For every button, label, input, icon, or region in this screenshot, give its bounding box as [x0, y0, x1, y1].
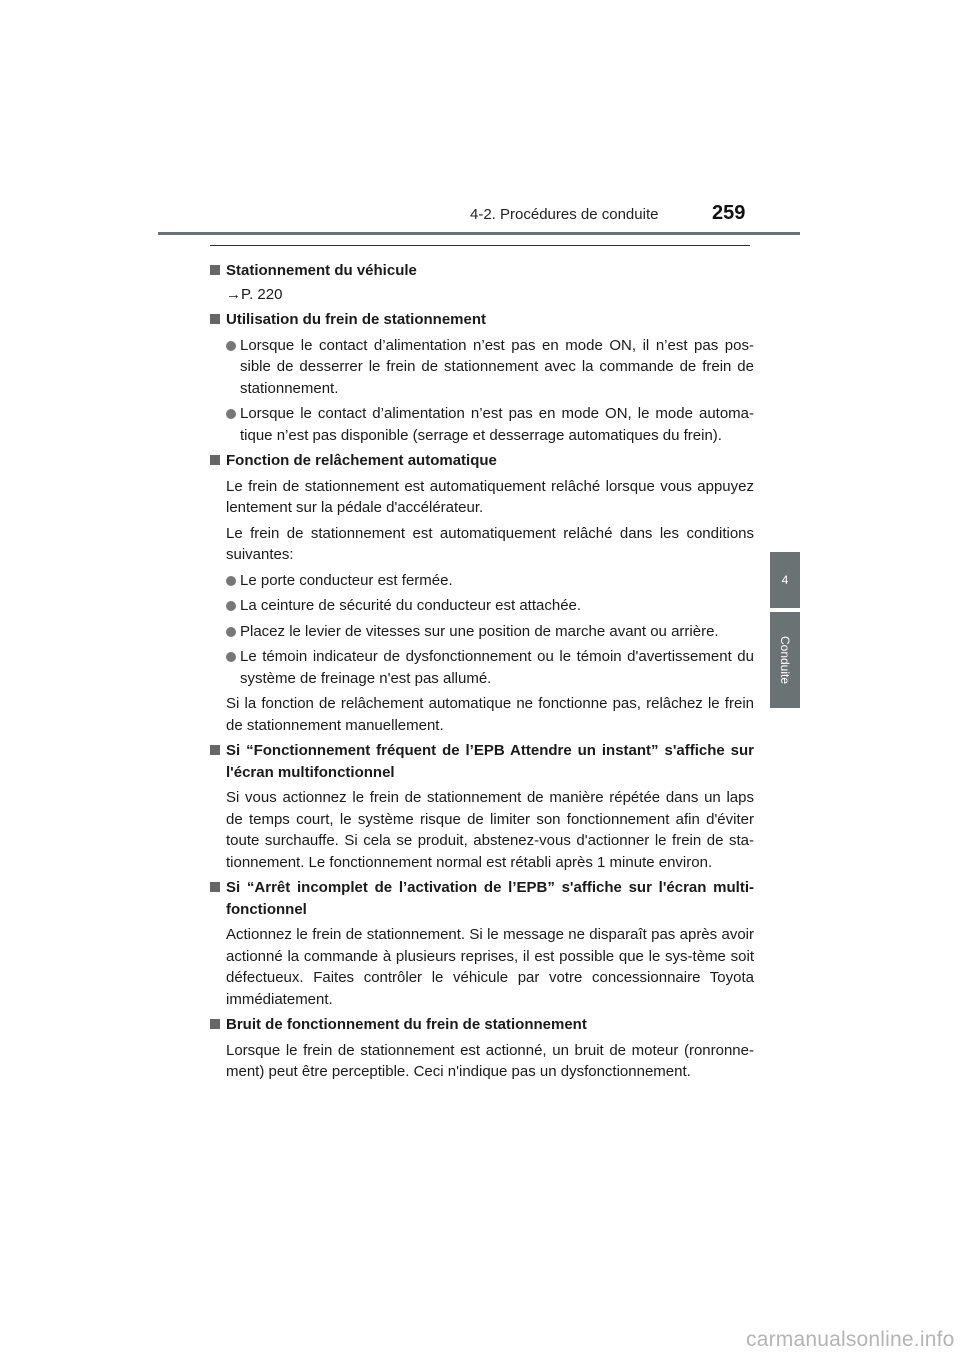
square-bullet-icon [210, 1019, 220, 1029]
round-bullet-icon [226, 601, 236, 611]
watermark: carmanualsonline.info [746, 1328, 955, 1351]
section-title: Si “Arrêt incomplet de l’activation de l’EPB” s'affiche sur l'écran multi-fonctionnel [210, 877, 754, 920]
page-number: 259 [712, 202, 746, 224]
round-bullet-icon [226, 652, 236, 662]
paragraph: Le frein de stationnement est automatiquement relâché lorsque vous appuyez lentement sur la pédale d'accélérateur. [226, 477, 754, 516]
paragraph: Si la fonction de relâchement automatique ne fonctionne pas, relâchez le frein de stationnement manuellement. [226, 695, 754, 734]
bullet-item: Placez le levier de vitesses sur une position de marche avant ou arrière. [210, 621, 754, 643]
running-header-section: 4-2. Procédures de conduite [470, 206, 659, 223]
bullet-item: Lorsque le contact d’alimentation n’est pas en mode ON, le mode automa-tique n’est pas disponible (serrage et desserrage automatiques du frein). [210, 403, 754, 446]
section-title: Si “Fonctionnement fréquent de l’EPB Attendre un instant” s'affiche sur l'écran multifonctionnel [210, 740, 754, 783]
section-title: Bruit de fonctionnement du frein de stationnement [210, 1014, 754, 1036]
square-bullet-icon [210, 455, 220, 465]
paragraph: Actionnez le frein de stationnement. Si le message ne disparaît pas après avoir actionné la commande à plusieurs reprises, il est possible que le sys-tème soit défectueux. Faites contrôler le véhicule par votre concessionnaire Toyota immédiatement. [226, 926, 754, 1008]
section-title: Stationnement du véhicule [210, 260, 754, 282]
square-bullet-icon [210, 882, 220, 892]
paragraph: Le frein de stationnement est automatiquement relâché dans les conditions suivantes: [226, 524, 754, 563]
square-bullet-icon [210, 314, 220, 324]
paragraph: Lorsque le frein de stationnement est actionné, un bruit de moteur (ronronne-ment) peut être perceptible. Ceci n'indique pas un dysfonctionnement. [226, 1041, 754, 1080]
round-bullet-icon [226, 576, 236, 586]
square-bullet-icon [210, 745, 220, 755]
chapter-tab-number [770, 552, 800, 608]
bullet-item: Le porte conducteur est fermée. [210, 570, 754, 592]
round-bullet-icon [226, 409, 236, 419]
square-bullet-icon [210, 265, 220, 275]
section-title: Fonction de relâchement automatique [210, 450, 754, 472]
round-bullet-icon [226, 627, 236, 637]
paragraph: Si vous actionnez le frein de stationnement de manière répétée dans un laps de temps court, le système risque de limiter son fonctionnement afin d'éviter toute surchauffe. Si cela se produit, abstenez-vous d'actionner le frein de sta-tionnement. Le fonctionnement normal est rétabli après 1 minute environ. [226, 789, 754, 871]
bullet-item: Le témoin indicateur de dysfonctionnement ou le témoin d'avertissement du système de freinage n'est pas allumé. [210, 646, 754, 689]
content-top-rule [210, 245, 750, 246]
chapter-tab-label [770, 612, 800, 708]
bullet-item: Lorsque le contact d’alimentation n’est pas en mode ON, il n’est pas pos-sible de desserrer le frein de stationnement avec la commande de frein de stationnement. [210, 335, 754, 400]
chapter-label: Conduite [778, 635, 792, 685]
section-title: Utilisation du frein de stationnement [210, 309, 754, 331]
chapter-number: 4 [781, 573, 789, 587]
page-reference: →P. 220 [226, 285, 283, 303]
round-bullet-icon [226, 341, 236, 351]
bullet-item: La ceinture de sécurité du conducteur est attachée. [210, 595, 754, 617]
header-rule [158, 232, 800, 235]
page-content [210, 256, 754, 1083]
